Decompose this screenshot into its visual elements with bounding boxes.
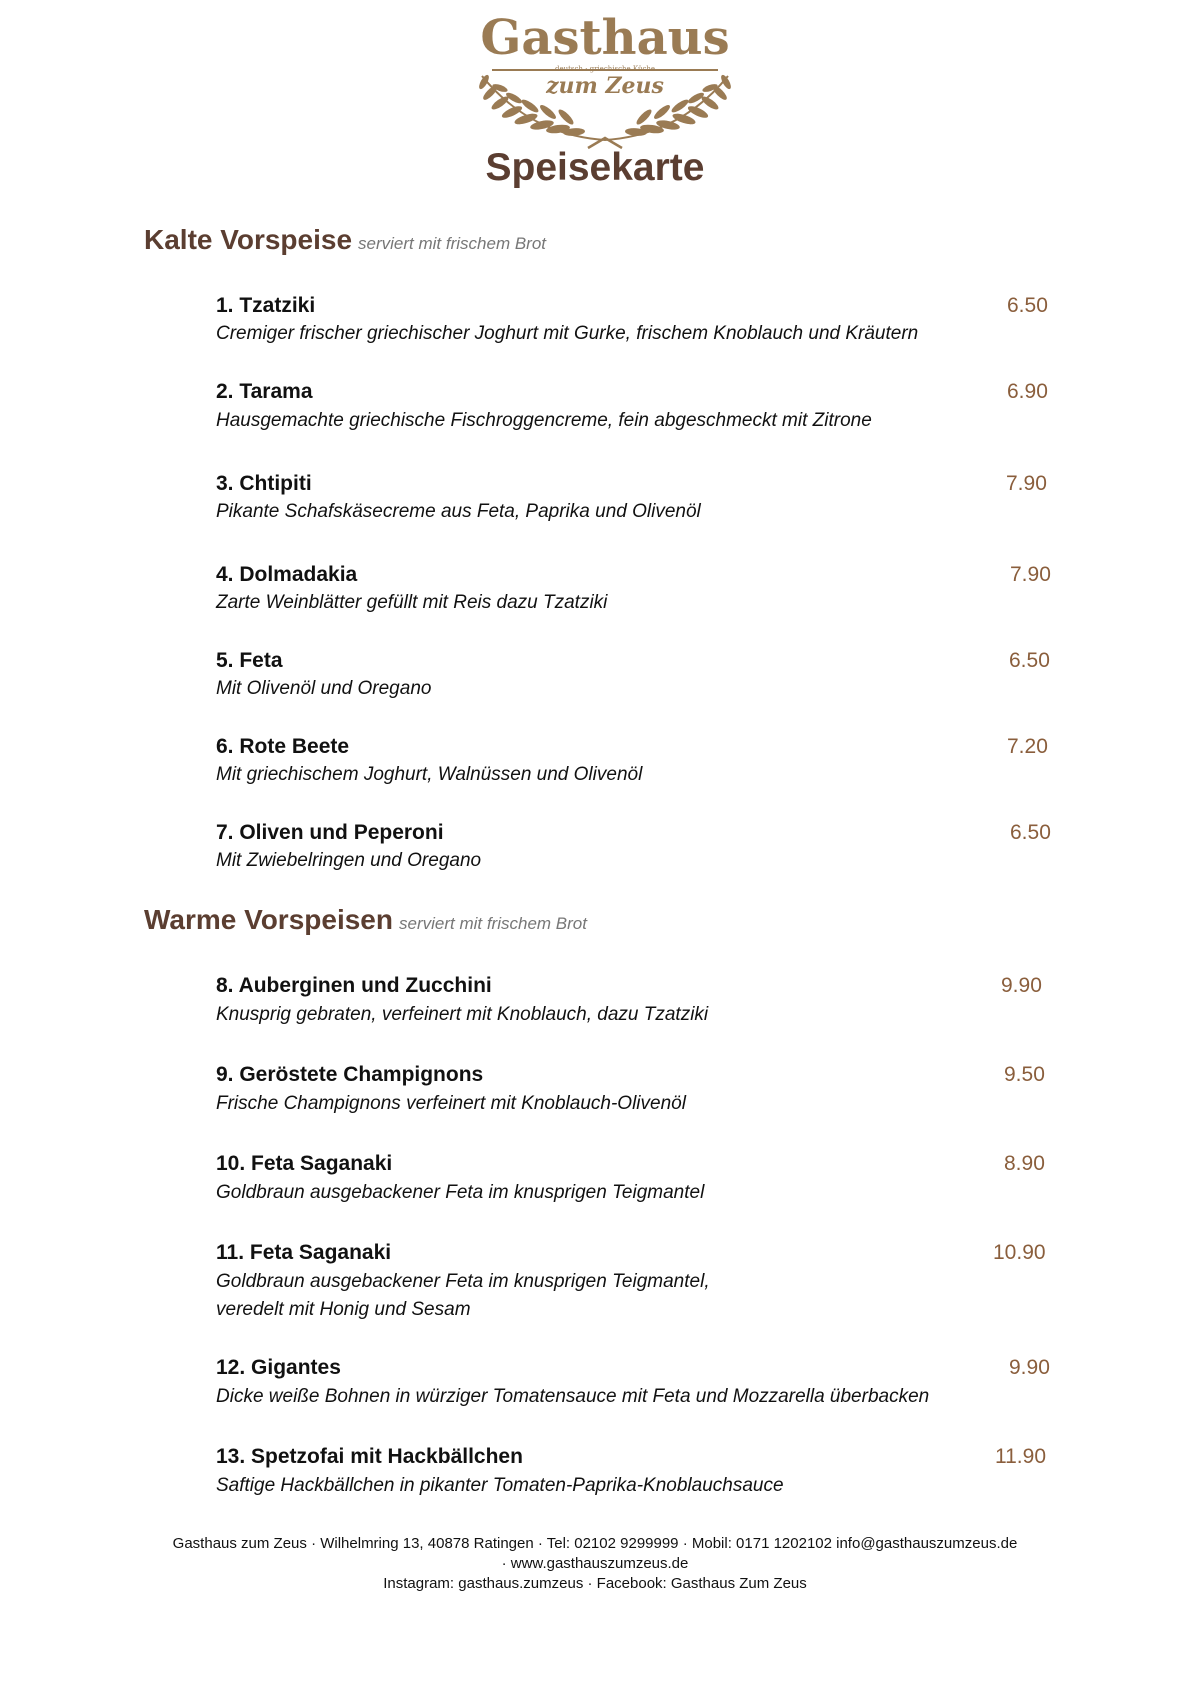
item-description: Knusprig gebraten, verfeinert mit Knoblauch, dazu Tzatziki	[216, 1004, 709, 1025]
item-name: 6. Rote Beete	[216, 735, 350, 758]
item-price: 6.90	[1007, 380, 1048, 403]
footer-website-link[interactable]: · www.gasthauszumzeus.de	[501, 1555, 689, 1572]
item-name: 5. Feta	[216, 649, 283, 672]
footer-social-line: Instagram: gasthaus.zumzeus · Facebook: Gasthaus Zum Zeus	[383, 1575, 807, 1592]
item-name: 12. Gigantes	[216, 1356, 341, 1379]
item-description: Hausgemachte griechische Fischroggencreme, fein abgeschmeckt mit Zitrone	[216, 410, 872, 431]
item-price: 6.50	[1007, 294, 1048, 317]
item-price: 7.90	[1010, 563, 1051, 586]
item-price: 10.90	[993, 1241, 1046, 1264]
item-description: Pikante Schafskäsecreme aus Feta, Paprika und Olivenöl	[216, 501, 701, 522]
item-price: 6.50	[1009, 649, 1050, 672]
item-name: 4. Dolmadakia	[216, 563, 358, 586]
item-price: 7.20	[1007, 735, 1048, 758]
section-title: Warme Vorspeisen	[144, 904, 393, 935]
item-price: 9.50	[1004, 1063, 1045, 1086]
item-description: Cremiger frischer griechischer Joghurt mit Gurke, frischem Knoblauch und Kräutern	[216, 323, 919, 344]
section-note: serviert mit frischem Brot	[398, 914, 587, 933]
item-description: Frische Champignons verfeinert mit Knoblauch-Olivenöl	[216, 1093, 686, 1114]
restaurant-logo	[470, 10, 740, 145]
item-name: 7. Oliven und Peperoni	[216, 821, 444, 844]
item-description: Mit griechischem Joghurt, Walnüssen und Olivenöl	[216, 764, 643, 785]
logo-name: Gasthaus	[480, 10, 730, 66]
section-heading-warm-starters	[144, 904, 587, 936]
logo-subtitle: deutsch · griechische Küche	[554, 65, 656, 73]
item-price: 8.90	[1004, 1152, 1045, 1175]
item-price: 6.50	[1010, 821, 1051, 844]
item-price: 9.90	[1001, 974, 1042, 997]
item-price: 7.90	[1006, 472, 1047, 495]
footer-contact	[0, 1534, 1190, 1594]
section-heading-cold-starters	[144, 224, 546, 256]
item-name: 10. Feta Saganaki	[216, 1152, 393, 1175]
item-name: 3. Chtipiti	[216, 472, 312, 495]
logo-tagline: zum Zeus	[546, 73, 664, 99]
item-name: 8. Auberginen und Zucchini	[216, 974, 492, 997]
section-note: serviert mit frischem Brot	[358, 234, 547, 253]
item-description: Goldbraun ausgebackener Feta im knusprigen Teigmantel	[216, 1182, 705, 1203]
item-name: 2. Tarama	[216, 380, 313, 403]
item-description: Zarte Weinblätter gefüllt mit Reis dazu Tzatziki	[216, 592, 608, 613]
item-name: 11. Feta Saganaki	[216, 1241, 392, 1264]
item-price: 11.90	[995, 1445, 1046, 1468]
page-title: Speisekarte	[485, 146, 705, 189]
item-description: Mit Zwiebelringen und Oregano	[216, 850, 482, 871]
item-description: Mit Olivenöl und Oregano	[216, 678, 432, 699]
item-price: 9.90	[1009, 1356, 1050, 1379]
item-name: 1. Tzatziki	[216, 294, 316, 317]
item-description: Dicke weiße Bohnen in würziger Tomatensauce mit Feta und Mozzarella überbacken	[216, 1386, 930, 1407]
item-description-line2: veredelt mit Honig und Sesam	[216, 1299, 471, 1320]
section-title: Kalte Vorspeise	[144, 224, 353, 255]
item-name: 9. Geröstete Champignons	[216, 1063, 484, 1086]
item-description: Saftige Hackbällchen in pikanter Tomaten-Paprika-Knoblauchsauce	[216, 1475, 784, 1496]
item-name: 13. Spetzofai mit Hackbällchen	[216, 1445, 523, 1468]
footer-address-line: Gasthaus zum Zeus · Wilhelmring 13, 40878 Ratingen · Tel: 02102 9299999 · Mobil: 0171 1202102 info@gasthauszumzeus.de	[172, 1535, 1018, 1552]
item-description: Goldbraun ausgebackener Feta im knusprigen Teigmantel,	[216, 1271, 710, 1292]
